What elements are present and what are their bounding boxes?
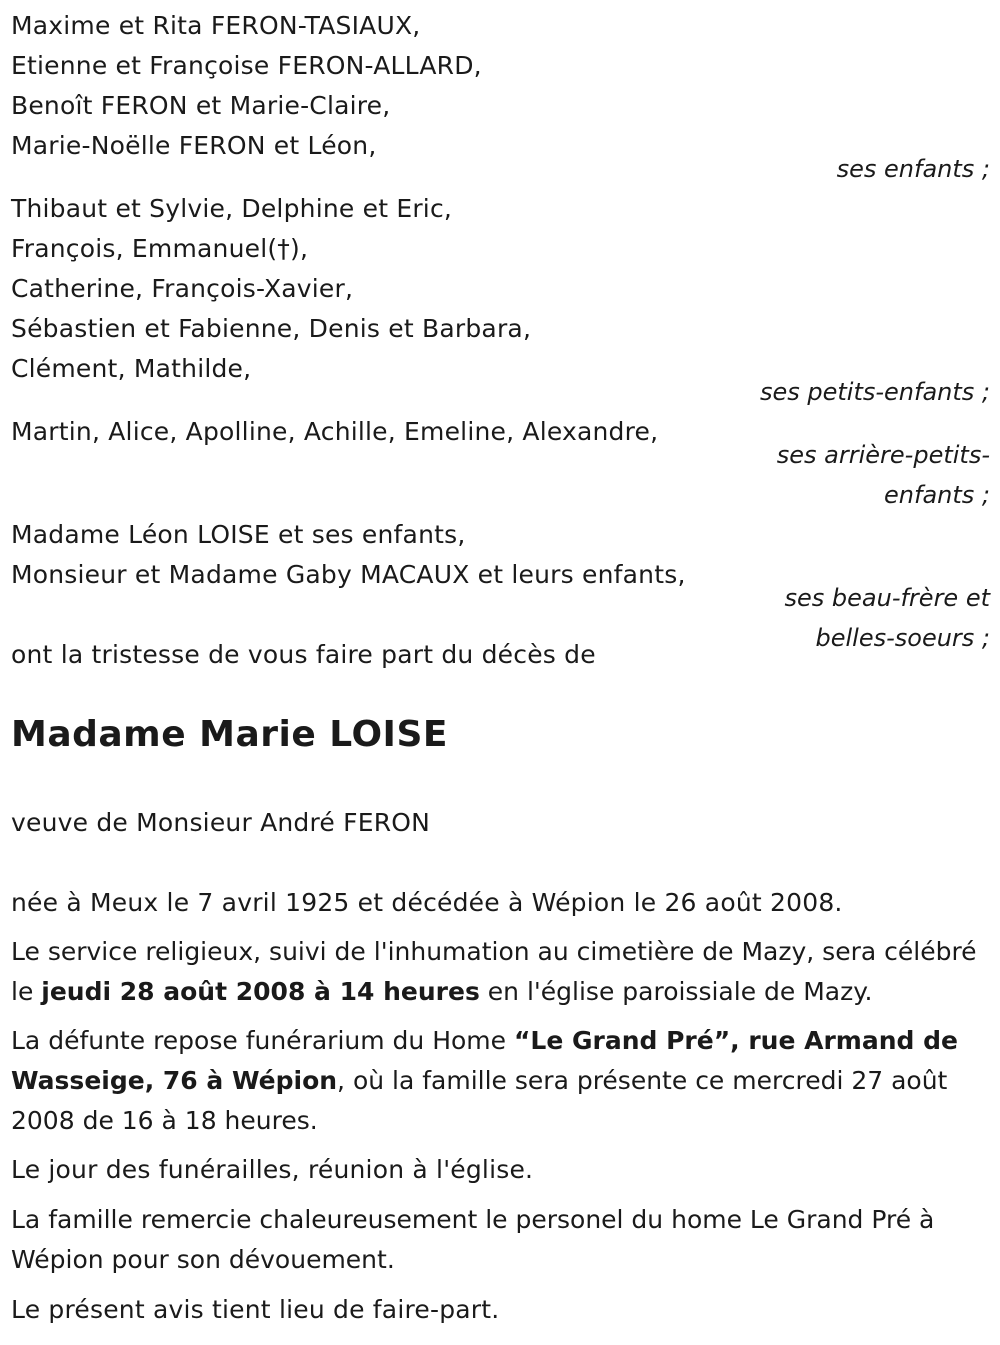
grandchildren-line: Sébastien et Fabienne, Denis et Barbara, [11,314,532,343]
children-line: Maxime et Rita FERON-TASIAUX, [11,11,421,40]
children-line: Marie-Noëlle FERON et Léon, [11,131,377,160]
great-grandchildren-line: Martin, Alice, Apolline, Achille, Emeline, Alexandre, [11,417,659,446]
deceased-name: Madame Marie LOISE [11,714,448,755]
grandchildren-relation: ses petits-enfants ; [759,378,990,406]
widow-of-text: veuve de Monsieur André FERON [11,808,431,837]
meeting-text: Le jour des funérailles, réunion à l'église. [11,1155,534,1184]
in-laws-relation: ses beau-frère et [784,584,990,612]
great-grandchildren-relation: enfants ; [884,481,990,509]
grandchildren-line: Clément, Mathilde, [11,354,252,383]
thanks-paragraph: La famille remercie chaleureusement le personel du home Le Grand Pré à Wépion pour son dévouement. [11,1205,935,1274]
service-paragraph: Le service religieux, suivi de l'inhumation au cimetière de Mazy, sera célébré le jeudi 28 août 2008 à 14 heures en l'église paroissiale de Mazy. [11,937,977,1006]
children-relation: ses enfants ; [836,155,990,183]
notice-text: Le présent avis tient lieu de faire-part. [11,1295,500,1324]
announcement-text: ont la tristesse de vous faire part du décès de [11,640,596,669]
children-line: Benoît FERON et Marie-Claire, [11,91,391,120]
great-grandchildren-relation: ses arrière-petits- [776,441,990,469]
in-laws-line: Monsieur et Madame Gaby MACAUX et leurs enfants, [11,560,686,589]
grandchildren-line: Catherine, François-Xavier, [11,274,354,303]
grandchildren-line: Thibaut et Sylvie, Delphine et Eric, [11,194,453,223]
grandchildren-line: François, Emmanuel(†), [11,234,309,263]
funerarium-address: “Le Grand Pré”, rue Armand de Wasseige, 76 à Wépion [11,1026,958,1095]
in-laws-line: Madame Léon LOISE et ses enfants, [11,520,466,549]
birth-death-text: née à Meux le 7 avril 1925 et décédée à Wépion le 26 août 2008. [11,888,843,917]
in-laws-relation: belles-soeurs ; [815,624,990,652]
children-line: Etienne et Françoise FERON-ALLARD, [11,51,482,80]
funerarium-paragraph: La défunte repose funérarium du Home “Le Grand Pré”, rue Armand de Wasseige, 76 à Wépion, où la famille sera présente ce mercredi 27 août 2008 de 16 à 18 heures. [11,1026,958,1135]
service-date: jeudi 28 août 2008 à 14 heures [41,977,480,1006]
